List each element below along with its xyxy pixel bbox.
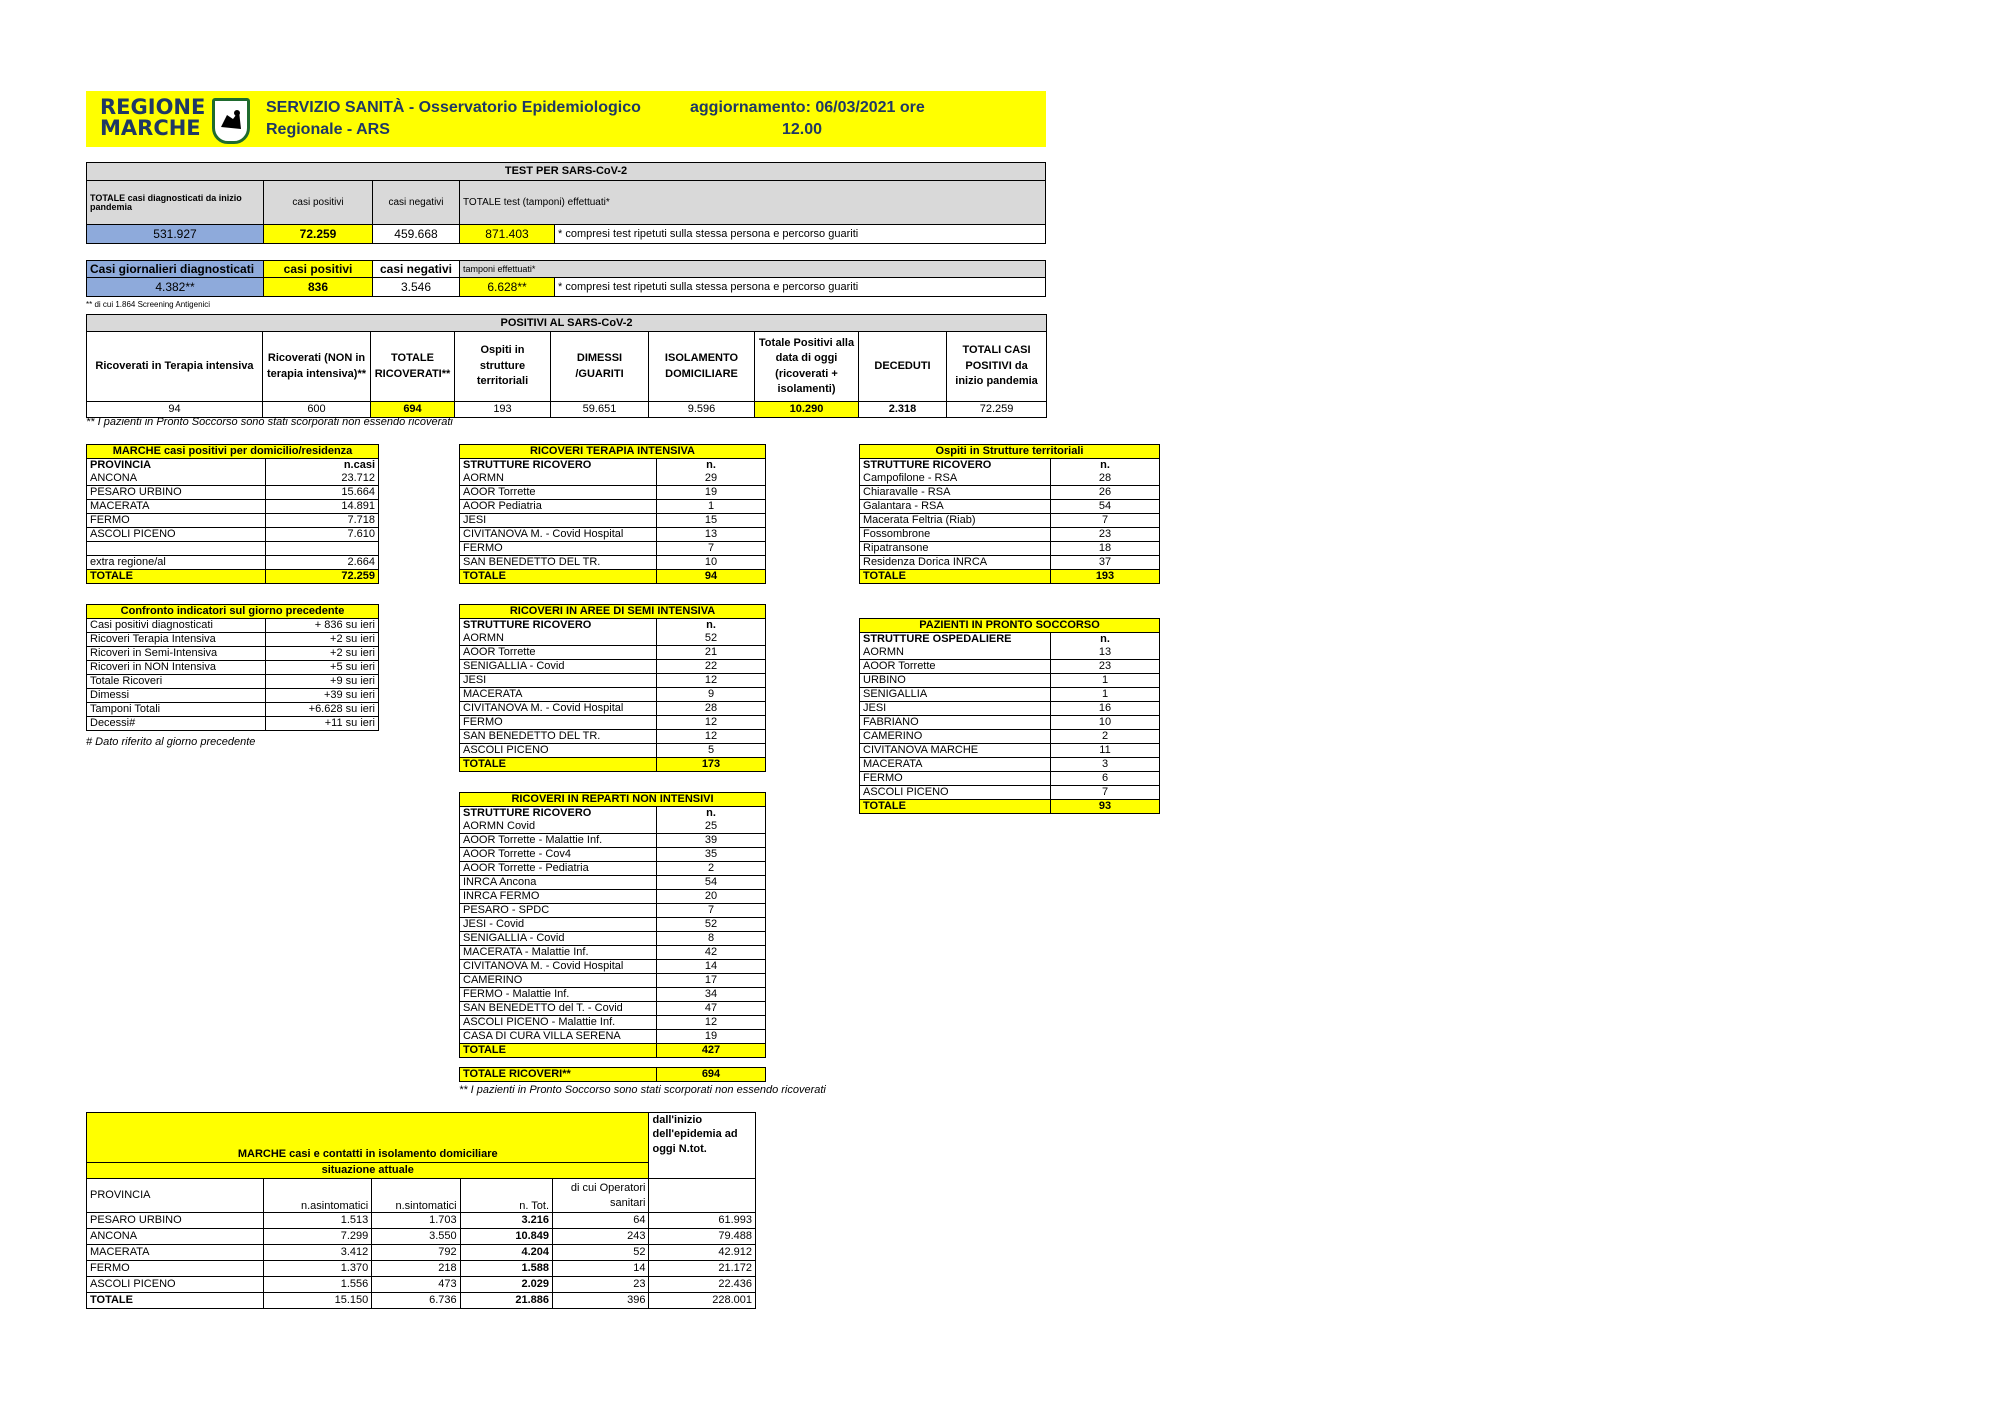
positivi-header: Ricoverati (NON in terapia intensiva)** [263,332,371,402]
iso-cell-tot: 4.204 [460,1245,552,1261]
table-row-label: SAN BENEDETTO DEL TR. [460,556,657,570]
iso-cell-asint: 3.412 [263,1245,371,1261]
positivi-header: Ospiti in strutture territoriali [455,332,551,402]
daily-h-total: Casi giornalieri diagnosticati [87,261,264,278]
table-row-label: JESI [460,674,657,688]
table-row-label: CIVITANOVA M. - Covid Hospital [460,702,657,716]
confronto-table [86,604,379,731]
table-row-value: 39 [657,834,766,848]
iso-cell-oper: 52 [553,1245,649,1261]
ti_table-title: RICOVERI TERAPIA INTENSIVA [460,445,766,459]
confronto_table-title: Confronto indicatori sul giorno precedente [87,605,379,619]
table-row-value: 22 [657,660,766,674]
province_table-h1: PROVINCIA [87,459,266,473]
iso-h-empty [649,1179,756,1213]
daily-v-neg: 3.546 [373,278,460,297]
table-row-label: MACERATA [87,500,266,514]
iso-cell-prov: FERMO [87,1261,264,1277]
confronto-note: # Dato riferito al giorno precedente [86,736,256,748]
table-row-value: 7 [1051,514,1160,528]
test-table-title: TEST PER SARS-CoV-2 [87,163,1046,181]
test-v-neg: 459.668 [373,225,460,244]
table-row-value: 2 [1051,730,1160,744]
iso-cell-prov: ANCONA [87,1229,264,1245]
iso-cell-tot: 21.886 [460,1293,552,1309]
table-row-value: 18 [1051,542,1160,556]
table-row-label: FERMO [87,514,266,528]
table-row-label: JESI [860,702,1051,716]
table-row-value: +9 su ieri [266,675,379,689]
positivi-value: 59.651 [551,402,649,418]
province_table-total-value: 72.259 [266,570,379,584]
iso-h-tot: n. Tot. [460,1179,552,1213]
iso-cell-oper: 396 [553,1293,649,1309]
daily-h-neg: casi negativi [373,261,460,278]
table-row-label: URBINO [860,674,1051,688]
ni_table-h2: n. [657,807,766,821]
table-row-label: SAN BENEDETTO del T. - Covid [460,1002,657,1016]
table-row-value: 42 [657,946,766,960]
iso-cell-all: 22.436 [649,1277,756,1293]
table-row-value: 23 [1051,660,1160,674]
table-row-label: AORMN Covid [460,820,657,834]
table-row-value: 23 [1051,528,1160,542]
table-row [87,1245,756,1261]
table-row-label: AORMN [860,646,1051,660]
si-table [459,604,766,772]
table-row [87,1261,756,1277]
table-row-value: 2 [657,862,766,876]
table-row-value: 11 [1051,744,1160,758]
positivi-header: Totale Positivi alla data di oggi (ricoverati + isolamenti) [755,332,859,402]
table-row-value: 10 [1051,716,1160,730]
iso-cell-asint: 1.513 [263,1213,371,1229]
iso-cell-asint: 7.299 [263,1229,371,1245]
test-note: * compresi test ripetuti sulla stessa persona e percorso guariti [555,225,1046,244]
table-row-value: 7 [1051,786,1160,800]
positivi-value: 9.596 [649,402,755,418]
table-row-value: 34 [657,988,766,1002]
iso-cell-all: 61.993 [649,1213,756,1229]
table-row-value: 14 [657,960,766,974]
table-row-label [87,542,266,556]
table-row-label: ASCOLI PICENO [460,744,657,758]
ni-table [459,792,766,1058]
table-row-value: 17 [657,974,766,988]
table-row-label: Galantara - RSA [860,500,1051,514]
test-h-total: TOTALE casi diagnosticati da inizio pandemia [87,181,264,225]
iso-cell-asint: 15.150 [263,1293,371,1309]
table-row-label: Totale Ricoveri [87,675,266,689]
service-title-line2: Regionale - ARS [266,121,390,138]
daily-v-tests: 6.628** [460,278,555,297]
table-row-label: CAMERINO [460,974,657,988]
ospiti_table-h1: STRUTTURE RICOVERO [860,459,1051,473]
test-v-pos: 72.259 [264,225,373,244]
ni_table-title: RICOVERI IN REPARTI NON INTENSIVI [460,793,766,807]
table-row-label: ASCOLI PICENO - Malattie Inf. [460,1016,657,1030]
ricoveri-footnote: ** I pazienti in Pronto Soccorso sono stati scorporati non essendo ricoverati [459,1084,826,1096]
positivi-value: 694 [371,402,455,418]
table-row-label: AOOR Torrette - Cov4 [460,848,657,862]
table-row-label: INRCA FERMO [460,890,657,904]
daily-footnote: ** di cui 1.864 Screening Antigenici [86,300,211,309]
positivi-header: ISOLAMENTO DOMICILIARE [649,332,755,402]
table-row-label: Ricoveri in NON Intensiva [87,661,266,675]
daily-v-total: 4.382** [87,278,264,297]
iso-cell-oper: 243 [553,1229,649,1245]
table-row-label: Macerata Feltria (Riab) [860,514,1051,528]
table-row-label: AORMN [460,632,657,646]
table-row-value: 52 [657,918,766,932]
table-row [87,1229,756,1245]
iso-cell-oper: 23 [553,1277,649,1293]
table-row-label: Dimessi [87,689,266,703]
test-table [86,162,1046,244]
table-row-label: FERMO [860,772,1051,786]
table-row-value: +11 su ieri [266,717,379,731]
table-row-value: +5 su ieri [266,661,379,675]
table-row [87,1277,756,1293]
table-row-value: 26 [1051,486,1160,500]
table-row-value: 12 [657,674,766,688]
table-row-value: 10 [657,556,766,570]
province-table [86,444,379,584]
positivi-value: 10.290 [755,402,859,418]
table-row-label: CIVITANOVA MARCHE [860,744,1051,758]
ti_table-total-label: TOTALE [460,570,657,584]
table-row-value: 15 [657,514,766,528]
iso-cell-sint: 792 [372,1245,460,1261]
table-row-label: Chiaravalle - RSA [860,486,1051,500]
table-row-value [266,542,379,556]
table-row-label: FERMO [460,716,657,730]
iso-title1: MARCHE casi e contatti in isolamento domiciliare [87,1113,649,1163]
regional-shield-icon [212,98,250,144]
table-row-value: 16 [1051,702,1160,716]
table-row-label: CASA DI CURA VILLA SERENA [460,1030,657,1044]
test-v-tests: 871.403 [460,225,555,244]
table-row-label: PESARO - SPDC [460,904,657,918]
table-row-value: 28 [1051,472,1160,486]
table-row-label: SENIGALLIA - Covid [460,932,657,946]
table-row-label: Campofilone - RSA [860,472,1051,486]
table-row-label: Tamponi Totali [87,703,266,717]
table-row-label: ANCONA [87,472,266,486]
table-row-value: 15.664 [266,486,379,500]
province_table-h2: n.casi [266,459,379,473]
table-row-value: 5 [657,744,766,758]
table-row-label: Ricoveri Terapia Intensiva [87,633,266,647]
iso-h-prov: PROVINCIA [87,1179,264,1213]
ps_table-total-value: 93 [1051,800,1160,814]
table-row-label: MACERATA - Malattie Inf. [460,946,657,960]
test-v-total: 531.927 [87,225,264,244]
test-h-neg: casi negativi [373,181,460,225]
table-row-value: 47 [657,1002,766,1016]
ni_table-total-label: TOTALE [460,1044,657,1058]
iso-cell-sint: 218 [372,1261,460,1277]
ospiti_table-total-label: TOTALE [860,570,1051,584]
table-row-label: AOOR Torrette [860,660,1051,674]
table-row-label: AORMN [460,472,657,486]
table-row-label: Residenza Dorica INRCA [860,556,1051,570]
ps_table-h2: n. [1051,633,1160,647]
table-row-label: CIVITANOVA M. - Covid Hospital [460,960,657,974]
iso-cell-tot: 3.216 [460,1213,552,1229]
positivi-header: DECEDUTI [859,332,947,402]
table-row-value: 2.664 [266,556,379,570]
daily-v-pos: 836 [264,278,373,297]
iso-cell-tot: 2.029 [460,1277,552,1293]
si_table-h2: n. [657,619,766,633]
si_table-h1: STRUTTURE RICOVERO [460,619,657,633]
table-row-label: FERMO [460,542,657,556]
province_table-title: MARCHE casi positivi per domicilio/residenza [87,445,379,459]
table-row-value: 7.610 [266,528,379,542]
isolamento-table [86,1112,756,1309]
ps_table-total-label: TOTALE [860,800,1051,814]
daily-note: * compresi test ripetuti sulla stessa persona e percorso guariti [555,278,1046,297]
iso-cell-sint: 1.703 [372,1213,460,1229]
table-row-label: AOOR Torrette [460,646,657,660]
table-row-label: FERMO - Malattie Inf. [460,988,657,1002]
table-row-label: AOOR Pediatria [460,500,657,514]
positivi-value: 600 [263,402,371,418]
table-row-value: 12 [657,1016,766,1030]
table-row-label: MACERATA [860,758,1051,772]
positivi-value: 72.259 [947,402,1047,418]
table-row-value: 19 [657,486,766,500]
table-row [87,1213,756,1229]
table-row-label: JESI [460,514,657,528]
table-row-value: 23.712 [266,472,379,486]
ti_table-total-value: 94 [657,570,766,584]
iso-cell-all: 228.001 [649,1293,756,1309]
iso-cell-sint: 3.550 [372,1229,460,1245]
province_table-total-label: TOTALE [87,570,266,584]
iso-title2: situazione attuale [87,1163,649,1179]
table-row-value: 54 [657,876,766,890]
ti_table-h2: n. [657,459,766,473]
table-row-label: INRCA Ancona [460,876,657,890]
table-row-value: 1 [657,500,766,514]
positivi-footnote: ** I pazienti in Pronto Soccorso sono stati scorporati non essendo ricoverati [86,416,453,428]
ps_table-title: PAZIENTI IN PRONTO SOCCORSO [860,619,1160,633]
table-row-value: 13 [657,528,766,542]
iso-cell-prov: ASCOLI PICENO [87,1277,264,1293]
table-row-label: SAN BENEDETTO DEL TR. [460,730,657,744]
iso-h-oper: di cui Operatori sanitari [553,1179,649,1213]
table-row-label: CAMERINO [860,730,1051,744]
ni_table-total-value: 427 [657,1044,766,1058]
table-row-label: PESARO URBINO [87,486,266,500]
table-row-value: +2 su ieri [266,633,379,647]
iso-cell-oper: 64 [553,1213,649,1229]
table-row-value: 3 [1051,758,1160,772]
table-row-label: Casi positivi diagnosticati [87,619,266,633]
test-h-tests: TOTALE test (tamponi) effettuati* [460,181,1046,225]
ospiti_table-h2: n. [1051,459,1160,473]
positivi-table [86,314,1047,418]
table-row-value: + 836 su ieri [266,619,379,633]
si_table-title: RICOVERI IN AREE DI SEMI INTENSIVA [460,605,766,619]
table-row-value: +39 su ieri [266,689,379,703]
iso-h-asint: n.asintomatici [263,1179,371,1213]
table-row-label: Decessi# [87,717,266,731]
positivi-header: DIMESSI /GUARITI [551,332,649,402]
ni_table-h1: STRUTTURE RICOVERO [460,807,657,821]
table-row-value: 19 [657,1030,766,1044]
table-row-value: 7.718 [266,514,379,528]
iso-cell-sint: 6.736 [372,1293,460,1309]
iso-cell-oper: 14 [553,1261,649,1277]
daily-h-pos: casi positivi [264,261,373,278]
iso-cell-prov: PESARO URBINO [87,1213,264,1229]
table-row-label: SENIGALLIA - Covid [460,660,657,674]
iso-side-title: dall'inizio dell'epidemia ad oggi N.tot. [649,1113,756,1179]
table-row-value: 28 [657,702,766,716]
table-row-value: 8 [657,932,766,946]
table-row-value: 25 [657,820,766,834]
table-row-value: 7 [657,904,766,918]
regione-marche-logo [100,97,250,143]
positivi-header: Ricoverati in Terapia intensiva [87,332,263,402]
daily-table [86,260,1046,297]
test-h-pos: casi positivi [264,181,373,225]
iso-cell-all: 21.172 [649,1261,756,1277]
positivi-value: 193 [455,402,551,418]
ospiti_table-title: Ospiti in Strutture territoriali [860,445,1160,459]
table-row-value: 21 [657,646,766,660]
table-row-value: 37 [1051,556,1160,570]
table-row-value: 1 [1051,674,1160,688]
table-row-value: 52 [657,632,766,646]
table-row-value: +2 su ieri [266,647,379,661]
tot-ric-value: 694 [657,1068,766,1082]
si_table-total-value: 173 [657,758,766,772]
positivi-value: 2.318 [859,402,947,418]
ospiti_table-total-value: 193 [1051,570,1160,584]
si_table-total-label: TOTALE [460,758,657,772]
daily-h-tests: tamponi effettuati* [460,261,1046,278]
table-row-value: 1 [1051,688,1160,702]
totale-ricoveri-box [459,1067,766,1082]
iso-cell-tot: 10.849 [460,1229,552,1245]
iso-cell-asint: 1.370 [263,1261,371,1277]
ti-table [459,444,766,584]
table-row-label: JESI - Covid [460,918,657,932]
iso-h-sint: n.sintomatici [372,1179,460,1213]
iso-cell-all: 42.912 [649,1245,756,1261]
logo-line2: MARCHE [100,116,201,140]
iso-cell-tot: 1.588 [460,1261,552,1277]
table-row-value: 20 [657,890,766,904]
table-row-value: 29 [657,472,766,486]
table-row-label: ASCOLI PICENO [860,786,1051,800]
table-row-label: ASCOLI PICENO [87,528,266,542]
table-row-value: 12 [657,730,766,744]
table-row-label: SENIGALLIA [860,688,1051,702]
ps-table [859,618,1160,814]
table-row-value: 12 [657,716,766,730]
table-row-value: 54 [1051,500,1160,514]
iso-cell-prov: TOTALE [87,1293,264,1309]
iso-cell-sint: 473 [372,1277,460,1293]
positivi-header: TOTALE RICOVERATI** [371,332,455,402]
positivi-header: TOTALI CASI POSITIVI da inizio pandemia [947,332,1047,402]
table-row [87,1293,756,1309]
tot-ric-label: TOTALE RICOVERI** [460,1068,657,1082]
iso-cell-asint: 1.556 [263,1277,371,1293]
table-row-value: 14.891 [266,500,379,514]
table-row-label: Ripatransone [860,542,1051,556]
ospiti-table [859,444,1160,584]
service-title-line1: SERVIZIO SANITÀ - Osservatorio Epidemiologico [266,99,641,116]
table-row-value: 6 [1051,772,1160,786]
iso-cell-prov: MACERATA [87,1245,264,1261]
positivi-title: POSITIVI AL SARS-CoV-2 [87,315,1047,332]
ti_table-h1: STRUTTURE RICOVERO [460,459,657,473]
table-row-value: 35 [657,848,766,862]
iso-cell-all: 79.488 [649,1229,756,1245]
update-line2: 12.00 [782,121,823,138]
table-row-value: 7 [657,542,766,556]
table-row-label: Fossombrone [860,528,1051,542]
update-line1: aggiornamento: 06/03/2021 ore [690,99,925,116]
table-row-value: 13 [1051,646,1160,660]
table-row-label: AOOR Torrette - Pediatria [460,862,657,876]
table-row-value: 9 [657,688,766,702]
ps_table-h1: STRUTTURE OSPEDALIERE [860,633,1051,647]
positivi-value: 94 [87,402,263,418]
table-row-label: AOOR Torrette [460,486,657,500]
table-row-label: Ricoveri in Semi-Intensiva [87,647,266,661]
table-row-label: AOOR Torrette - Malattie Inf. [460,834,657,848]
table-row-label: CIVITANOVA M. - Covid Hospital [460,528,657,542]
report-header [86,91,1046,147]
logo-line1: REGIONE [100,95,206,119]
table-row-label: extra regione/al [87,556,266,570]
table-row-label: FABRIANO [860,716,1051,730]
table-row-label: MACERATA [460,688,657,702]
table-row-value: +6.628 su ieri [266,703,379,717]
